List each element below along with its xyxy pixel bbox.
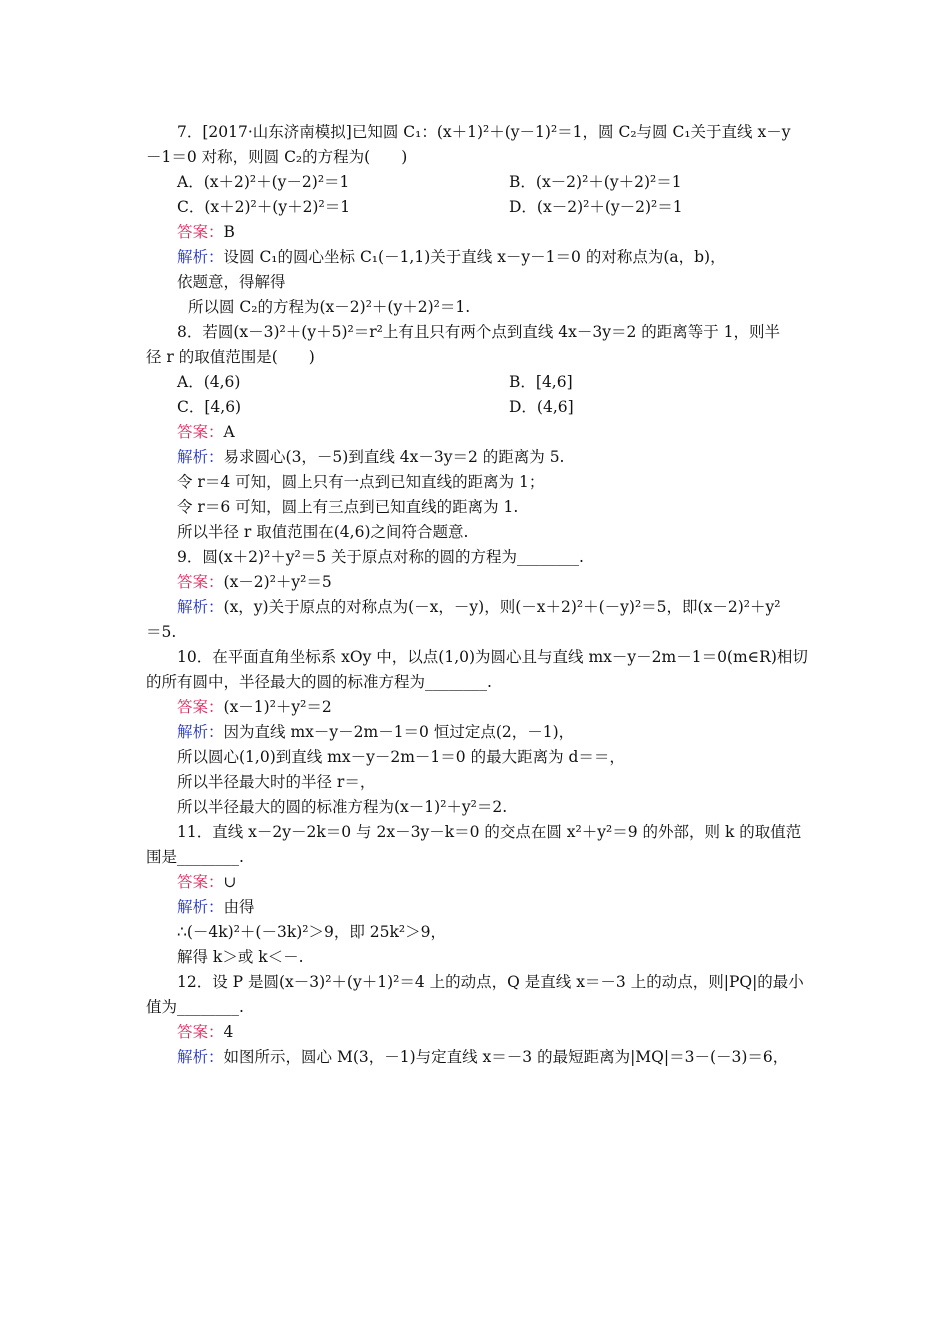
q10-analysis-line2: 所以圆心(1,0)到直线 mx－y－2m－1＝0 的最大距离为 d＝＝， (177, 748, 625, 766)
q11-answer-value: ∪ (223, 873, 237, 891)
q9-answer (146, 570, 810, 595)
q11-analysis-line3: 解得 k＞或 k＜－. (177, 948, 304, 966)
q9-analysis-line2: ＝5. (146, 623, 177, 641)
q12-stem-line1: 12．设 P 是圆(x－3)²＋(y＋1)²＝4 上的动点，Q 是直线 x＝－3 上的动点，则|PQ|的最小 (177, 973, 804, 991)
answer-label: 答案： (177, 698, 224, 716)
q10-analysis-line1 (146, 720, 810, 745)
q8-answer (146, 420, 810, 445)
q8-analysis-line1 (146, 445, 810, 470)
q7-stem-line2: －1＝0 对称，则圆 C₂的方程为( ) (146, 148, 408, 166)
answer-label: 答案： (177, 873, 224, 891)
q7-options-row2 (146, 195, 810, 220)
q8-analysis-text1: 易求圆心(3，－5)到直线 4x－3y＝2 的距离为 5. (223, 448, 565, 466)
q11-analysis-line1 (146, 895, 810, 920)
q12-stem-line2: 值为________. (146, 998, 244, 1016)
analysis-label: 解析： (177, 723, 224, 741)
analysis-label: 解析： (177, 898, 224, 916)
q8-options-row2 (146, 395, 810, 420)
q9-analysis-line1 (146, 595, 810, 620)
q12-analysis-line1 (146, 1045, 810, 1070)
q12-answer-value: 4 (223, 1023, 234, 1041)
q8-stem-line1: 8．若圆(x－3)²＋(y＋5)²＝r²上有且只有两个点到直线 4x－3y＝2 的距离等于 1，则半 (177, 323, 781, 341)
q7-option-c: C．(x＋2)²＋(y＋2)²＝1 (177, 198, 351, 216)
q10-analysis-line3: 所以半径最大时的半径 r＝， (177, 773, 376, 791)
q11-answer (146, 870, 810, 895)
q10-answer-value: (x－1)²＋y²＝2 (223, 698, 332, 716)
q7-analysis-line1 (146, 245, 810, 270)
q7-analysis-text1: 设圆 C₁的圆心坐标 C₁(－1,1)关于直线 x－y－1＝0 的对称点为(a，b)， (223, 248, 726, 266)
q8-option-a: A．(4,6) (177, 373, 241, 391)
q8-answer-value: A (223, 423, 235, 441)
q8-stem-line2: 径 r 的取值范围是( ) (146, 348, 315, 366)
q9-answer-value: (x－2)²＋y²＝5 (223, 573, 332, 591)
q10-stem-line2: 的所有圆中，半径最大的圆的标准方程为________. (146, 673, 492, 691)
q7-answer (146, 220, 810, 245)
analysis-label: 解析： (177, 1048, 224, 1066)
q7-option-b: B．(x－2)²＋(y＋2)²＝1 (509, 173, 682, 191)
analysis-label: 解析： (177, 448, 224, 466)
q11-stem-line2: 围是________. (146, 848, 244, 866)
q7-answer-value: B (223, 223, 235, 241)
q11-analysis-text1: 由得 (223, 898, 255, 916)
q10-analysis-line4: 所以半径最大的圆的标准方程为(x－1)²＋y²＝2. (177, 798, 508, 816)
answer-label: 答案： (177, 1023, 224, 1041)
q12-analysis-text1: 如图所示，圆心 M(3，－1)与定直线 x＝－3 的最短距离为|MQ|＝3－(－3)＝6， (223, 1048, 789, 1066)
q8-options-row1 (146, 370, 810, 395)
answer-label: 答案： (177, 423, 224, 441)
q8-analysis-line3: 令 r＝6 可知，圆上有三点到已知直线的距离为 1. (177, 498, 519, 516)
q7-stem-line1: 7．[2017·山东济南模拟]已知圆 C₁：(x＋1)²＋(y－1)²＝1，圆 C₂与圆 C₁关于直线 x－y (177, 123, 791, 141)
q11-analysis-line2: ∴(－4k)²＋(－3k)²＞9，即 25k²＞9， (177, 923, 446, 941)
q8-option-c: C．[4,6) (177, 398, 242, 416)
q8-option-d: D．(4,6] (509, 398, 574, 416)
document-content (146, 120, 810, 1070)
q7-analysis-line2: 依题意，得解得 (177, 273, 286, 291)
q8-analysis-line2: 令 r＝4 可知，圆上只有一点到已知直线的距离为 1； (177, 473, 545, 491)
q8-option-b: B．[4,6] (509, 373, 573, 391)
q7-analysis-line3: 所以圆 C₂的方程为(x－2)²＋(y＋2)²＝1. (188, 298, 471, 316)
q10-stem-line1: 10．在平面直角坐标系 xOy 中，以点(1,0)为圆心且与直线 mx－y－2m－1＝0(m∈R)相切 (177, 648, 808, 666)
q7-option-a: A．(x＋2)²＋(y－2)²＝1 (177, 173, 350, 191)
q10-analysis-text1: 因为直线 mx－y－2m－1＝0 恒过定点(2，－1)， (223, 723, 575, 741)
analysis-label: 解析： (177, 248, 224, 266)
q7-options-row1 (146, 170, 810, 195)
q8-analysis-line4: 所以半径 r 取值范围在(4,6)之间符合题意. (177, 523, 469, 541)
answer-label: 答案： (177, 573, 224, 591)
answer-label: 答案： (177, 223, 224, 241)
q9-stem-line1: 9．圆(x＋2)²＋y²＝5 关于原点对称的圆的方程为________. (177, 548, 584, 566)
q12-answer (146, 1020, 810, 1045)
q7-option-d: D．(x－2)²＋(y－2)²＝1 (509, 198, 683, 216)
q10-answer (146, 695, 810, 720)
q9-analysis-text1: (x，y)关于原点的对称点为(－x，－y)，则(－x＋2)²＋(－y)²＝5，即(x－2)²＋y² (223, 598, 781, 616)
q11-stem-line1: 11．直线 x－2y－2k＝0 与 2x－3y－k＝0 的交点在圆 x²＋y²＝9 的外部，则 k 的取值范 (177, 823, 802, 841)
analysis-label: 解析： (177, 598, 224, 616)
